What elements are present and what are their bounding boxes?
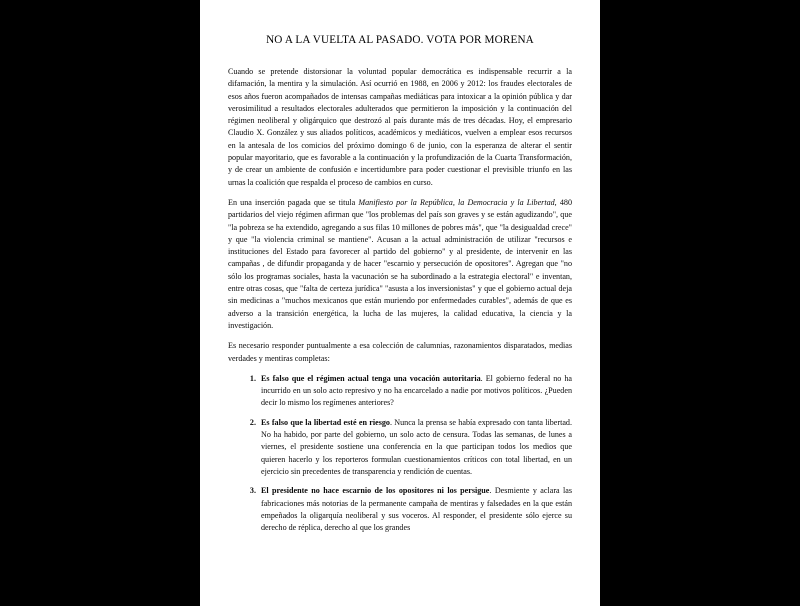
- list-item-lead: Es falso que el régimen actual tenga una vocación autoritaria: [261, 373, 481, 383]
- document-page: [200, 0, 600, 606]
- list-item-rest: . Nunca la prensa se había expresado con tanta libertad. No ha habido, por parte del gobierno, un solo acto de censura. Todas las semanas, de lunes a viernes, el presidente sostiene una conferencia en la que participan todos los medios que quieren hacerlo y los reporteros formulan cuestionamientos críticos con total libertad, en un ejercicio sin precedentes de transparencia y rendición de cuentas.: [261, 417, 572, 476]
- document-body: [228, 66, 572, 534]
- manifesto-title: Manifiesto por la República, la Democracia y la Libertad: [358, 197, 555, 207]
- list-item-rest: . El gobierno federal no ha incurrido en un solo acto represivo y no ha encarcelado a nadie por motivos políticos. ¿Pueden decir lo mismo los regímenes anteriores?: [261, 373, 572, 408]
- list-item: [258, 485, 572, 534]
- paragraph-1: Cuando se pretende distorsionar la voluntad popular democrática es indispensable recurrir a la difamación, la mentira y la simulación. Así ocurrió en 1988, en 2006 y 2012: los fraudes electorales de esos años fueron acompañados de intensas campañas mediáticas para intoxicar a la opinión pública y dar verosimilitud a resultados electorales adulterados que permitieron la imposición y la continuación del régimen neoliberal y oligárquico que destrozó al país durante más de tres décadas. Hoy, el empresario Claudio X. González y sus aliados políticos, académicos y mediáticos, vuelven a emplear esos recursos en la antesala de los comicios del próximo domingo 6 de junio, con la esperanza de alterar el sentir popular mayoritario, que es favorable a la continuación y la profundización de la Cuarta Transformación, y de crear un ambiente de confusión e incertidumbre para poder cuestionar el previsible triunfo en las urnas la coalición que respalda el proceso de cambios en curso.: [228, 67, 572, 187]
- paragraph-2-segment-3: , 480 partidarios del viejo régimen afirman que "los problemas del país son graves y se están agudizando", que "la pobreza se ha extendido, agregando a sus filas 10 millones de pobres más", que "la desigualdad crece" y que "la violencia criminal se mantiene". Acusan a la actual administración de utilizar "recursos e instituciones del Estado para favorecer al partido del gobierno" y al presidente, de intervenir en las campañas , de difundir propaganda y de hacer "escarnio y persecución de opositores". Agregan que "no sólo los programas sociales, hasta la vacunación se ha subordinado a la estrategia electoral" e inventan, entre otras cosas, que "falta de certeza jurídica" "asusta a los inversionistas" y que el gobierno actual deja sin medicinas a "muchos mexicanos que están muriendo por enfermedades curables", además de que es adverso a la transición energética, la lucha de las mujeres, la calidad educativa, la ciencia y la investigación.: [228, 197, 572, 330]
- paragraph-2: [228, 197, 572, 332]
- numbered-list: [228, 373, 572, 535]
- list-item: [258, 373, 572, 410]
- paragraph-2-segment-1: En una inserción pagada que se titula: [228, 197, 359, 207]
- list-item: [258, 417, 572, 478]
- list-item-lead: El presidente no hace escarnio de los opositores ni los persigue: [261, 486, 490, 496]
- paragraph-3: Es necesario responder puntualmente a esa colección de calumnias, razonamientos disparatados, medias verdades y mentiras completas:: [228, 341, 572, 363]
- list-item-rest: . Desmiente y aclara las fabricaciones más notorias de la permanente campaña de mentiras y falsedades en la que están empeñados la oligarquía neoliberal y sus voceros. Al responder, el presidente sólo ejerce su derecho de réplica, derecho al que los grandes: [261, 486, 572, 533]
- page-title: NO A LA VUELTA AL PASADO. VOTA POR MORENA: [266, 34, 534, 46]
- list-item-lead: Es falso que la libertad esté en riesgo: [261, 417, 390, 427]
